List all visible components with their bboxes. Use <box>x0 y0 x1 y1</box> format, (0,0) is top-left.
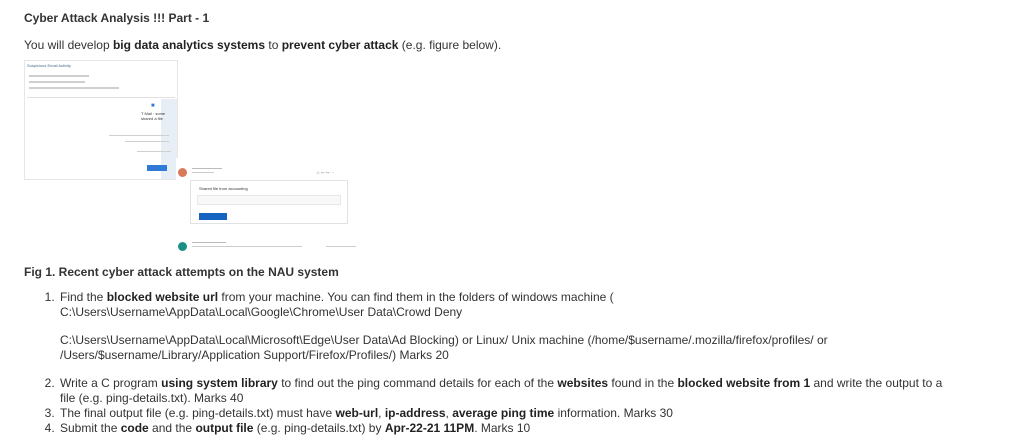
avatar <box>178 168 187 177</box>
task2-bold: blocked website from 1 <box>677 376 811 390</box>
task4-text: Submit the <box>60 421 121 435</box>
reply-actions-icon: ☺ ↩ ↪ ··· <box>316 170 335 175</box>
task4-bold: output file <box>195 421 254 435</box>
task1-path-edge: C:\Users\Username\AppData\Local\Microsoft\Edge\User Data\Ad Blocking) or Linux/ Unix machine (/home/$username/.mozilla/firefox/profiles/ or <box>60 333 828 347</box>
email-meta-line <box>29 75 89 77</box>
email-body-line <box>109 135 169 136</box>
task3-text: information. Marks 30 <box>554 406 673 420</box>
system-message-line <box>192 246 302 247</box>
figure-email-screenshot <box>24 60 178 180</box>
list-item <box>58 376 1018 406</box>
task3-text: , <box>445 406 453 420</box>
email-body-line <box>137 151 171 152</box>
task1-bold: blocked website url <box>106 290 219 304</box>
figure-caption: Fig 1. Recent cyber attack attempts on the NAU system <box>24 265 339 279</box>
email-header: Suspicious Email Activity <box>27 63 72 68</box>
intro-suffix: (e.g. figure below). <box>398 38 502 52</box>
avatar <box>178 242 187 251</box>
email-shared-text: T Mail · some shared a file <box>141 111 166 121</box>
task2-text: to find out the ping command details for each of the <box>277 376 558 390</box>
task2-text: file (e.g. ping-details.txt). Marks 40 <box>60 391 244 405</box>
shared-file-card <box>190 180 348 224</box>
task2-bold: websites <box>557 376 609 390</box>
task1-path-firefox: /Users/$username/Library/Application Support/Firefox/Profiles/) Marks 20 <box>60 348 449 362</box>
page-title: Cyber Attack Analysis !!! Part - 1 <box>24 11 210 25</box>
task1-text: from your machine. You can find them in the folders of windows machine ( <box>218 290 614 304</box>
file-attachment-row <box>197 195 341 205</box>
task2-bold: using system library <box>161 376 278 390</box>
task4-bold: code <box>120 421 149 435</box>
task3-bold: average ping time <box>452 406 555 420</box>
list-item <box>58 290 1018 376</box>
system-name-line <box>192 242 226 243</box>
spacer <box>60 363 1018 376</box>
figure-shared-file-screenshot <box>176 158 364 258</box>
task1-path-chrome: C:\Users\Username\AppData\Local\Google\Chrome\User Data\Crowd Deny <box>60 305 463 319</box>
task4-bold: Apr-22-21 11PM <box>384 421 475 435</box>
system-time-line <box>326 246 356 247</box>
task1-text: Find the <box>60 290 107 304</box>
email-body-line <box>125 141 169 142</box>
share-icon: ■ <box>151 103 155 109</box>
intro-bold-systems: big data analytics systems <box>112 38 266 52</box>
shared-file-title: Shared file from accounting <box>199 186 248 191</box>
email-meta-line <box>29 81 85 83</box>
task4-text: and the <box>148 421 196 435</box>
list-item <box>58 406 1018 421</box>
list-item <box>58 421 1018 436</box>
intro-mid: to <box>265 38 282 52</box>
email-open-button <box>147 165 167 171</box>
email-divider <box>27 97 175 98</box>
task-list <box>44 290 1018 436</box>
task2-text: found in the <box>608 376 678 390</box>
task4-text: (e.g. ping-details.txt) by <box>253 421 385 435</box>
task4-text: . Marks 10 <box>474 421 531 435</box>
intro-paragraph <box>24 38 501 52</box>
view-pdf-button <box>199 213 227 220</box>
intro-prefix: You will develop <box>24 38 113 52</box>
intro-bold-prevent: prevent cyber attack <box>281 38 399 52</box>
task2-text: Write a C program <box>60 376 162 390</box>
task3-text: , <box>378 406 385 420</box>
sender-name-line <box>192 168 222 169</box>
task3-text: The final output file (e.g. ping-details.txt) must have <box>60 406 336 420</box>
sender-date-line <box>192 172 214 173</box>
spacer <box>60 320 1018 333</box>
task3-bold: web-url <box>335 406 379 420</box>
task2-text: and write the output to a <box>810 376 943 390</box>
email-meta-line <box>29 87 119 89</box>
task3-bold: ip-address <box>384 406 446 420</box>
